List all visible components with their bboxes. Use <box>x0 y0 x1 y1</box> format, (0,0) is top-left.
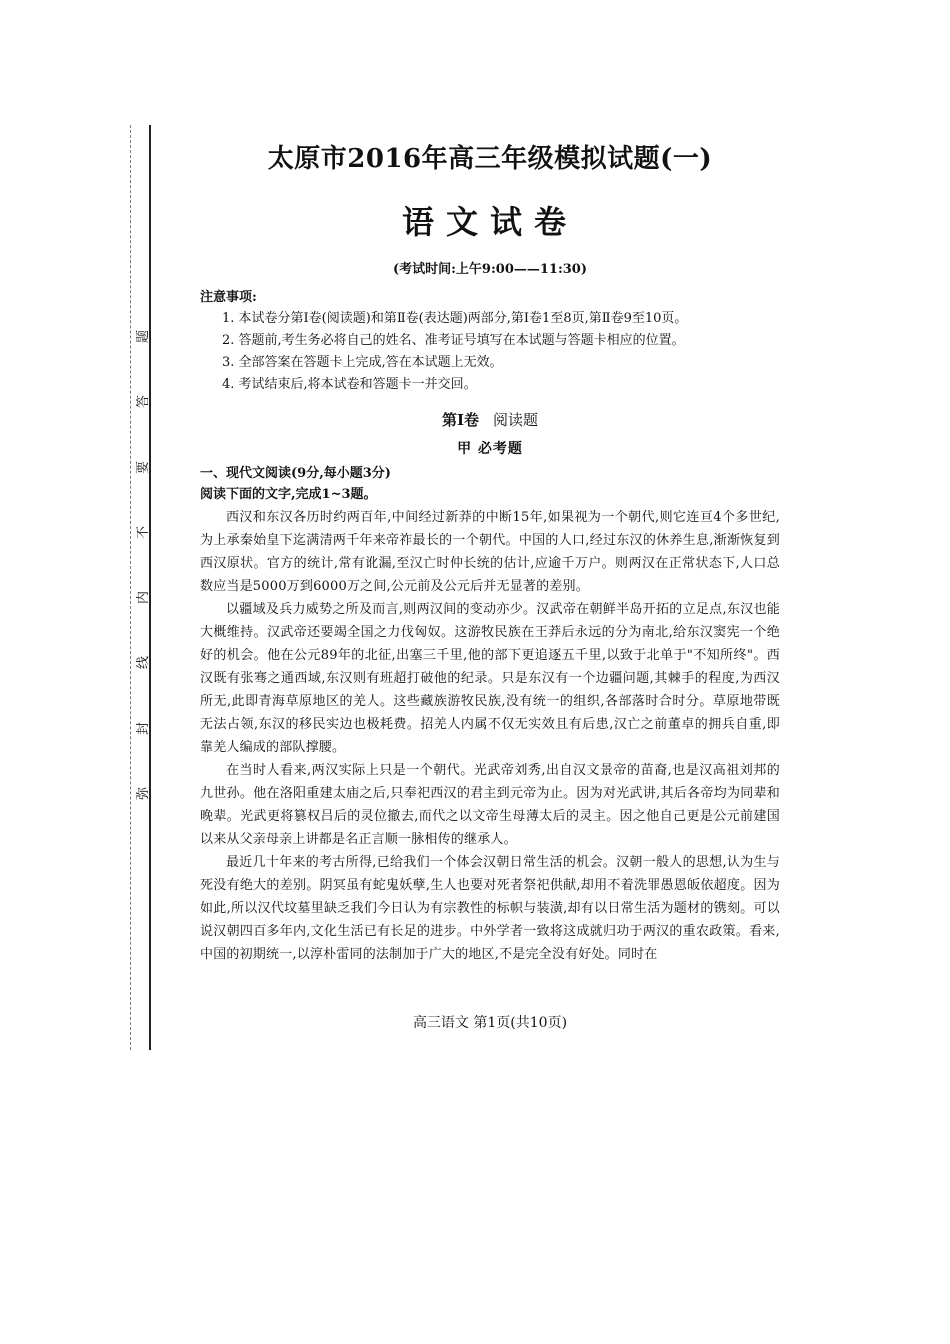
seal-char: 答 <box>136 395 152 409</box>
seal-char: 题 <box>136 329 152 344</box>
seal-char: 弥 <box>136 786 152 800</box>
volume-name: 阅读题 <box>493 411 539 429</box>
seal-line-warning <box>134 330 154 800</box>
seal-char: 不 <box>136 525 152 539</box>
seal-char: 内 <box>136 591 152 605</box>
exam-page-content <box>200 140 780 966</box>
volume-label: 第Ⅰ卷 <box>441 411 479 429</box>
passage-paragraph: 西汉和东汉各历时约两百年,中间经过新莽的中断15年,如果视为一个朝代,则它连亘4个多世纪,为上承秦始皇下迄满清两千年来帝祚最长的一个朝代。中国的人口,经过东汉的休养生息,渐渐恢复到西汉原状。官方的统计,常有讹漏,至汉亡时仲长统的估计,应逾千万户。则两汉在正常状态下,人口总数应当是5000万到6000万之间,公元前及公元后并无显著的差别。 <box>200 510 780 594</box>
exam-title: 太原市2016年高三年级模拟试题(一) <box>267 144 713 174</box>
seal-char: 线 <box>136 656 152 670</box>
passage-paragraph: 最近几十年来的考古所得,已给我们一个体会汉朝日常生活的机会。汉朝一般人的思想,认为生与死没有绝大的差别。阴冥虽有蛇鬼妖孽,生人也要对死者祭祀供献,却用不着洗罪愚恩皈依超度。因为如此,所以汉代坟墓里缺乏我们今日认为有宗教性的标帜与装潢,却有以日常生活为题材的镌刻。可以说汉朝四百多年内,文化生活已有长足的进步。中外学者一致将这成就归功于两汉的重农政策。看来,中国的初期统一,以淳朴雷同的法制加于广大的地区,不是完全没有好处。同时在 <box>200 855 780 962</box>
notice-item: 4. 考试结束后,将本试卷和答题卡一并交回。 <box>222 377 477 392</box>
page-footer: 高三语文 第1页(共10页) <box>412 1015 568 1031</box>
notice-item: 1. 本试卷分第Ⅰ卷(阅读题)和第Ⅱ卷(表达题)两部分,第Ⅰ卷1至8页,第Ⅱ卷9至10页。 <box>222 311 688 326</box>
seal-char: 要 <box>136 460 152 474</box>
binding-dashed-line <box>130 125 131 1050</box>
notice-list <box>200 308 780 396</box>
notice-item: 2. 答题前,考生务必将自己的姓名、准考证号填写在本试题与答题卡相应的位置。 <box>222 333 685 348</box>
seal-char: 封 <box>136 721 152 735</box>
exam-time: (考试时间:上午9:00——11:30) <box>392 262 588 277</box>
question-instruction: 阅读下面的文字,完成1~3题。 <box>200 487 377 502</box>
question-heading: 一、现代文阅读(9分,每小题3分) <box>200 466 391 481</box>
passage-paragraph: 以疆域及兵力威势之所及而言,则两汉间的变动亦少。汉武帝在朝鲜半岛开拓的立足点,东汉也能大概维持。汉武帝还要竭全国之力伐匈奴。这游牧民族在王莽后永远的分为南北,给东汉窦宪一个绝好的机会。他在公元89年的北征,出塞三千里,他的部下更追逐五千里,以致于北单于"不知所终"。西汉既有张骞之通西域,东汉则有班超打破他的纪录。只是东汉有一个边疆问题,其棘手的程度,为西汉所无,此即青海草原地区的羌人。这些藏族游牧民族,没有统一的组织,各部落时合时分。草原地带既无法占领,东汉的移民实边也极耗费。招羌人内属不仅无实效且有后患,汉亡之前董卓的拥兵自重,即靠羌人编成的部队撑腰。 <box>200 602 780 755</box>
notice-heading: 注意事项: <box>200 290 257 305</box>
subject-title: 语文试卷 <box>401 203 578 241</box>
passage-paragraph: 在当时人看来,两汉实际上只是一个朝代。光武帝刘秀,出自汉文景帝的苗裔,也是汉高祖刘邦的九世孙。他在洛阳重建太庙之后,只奉祀西汉的君主到元帝为止。因为对光武讲,其后各帝均为同辈和晚辈。光武更将篡权吕后的灵位撤去,而代之以文帝生母薄太后的灵主。因之他自己更是公元前建国以来从父亲母亲上讲都是名正言顺一脉相传的继承人。 <box>200 763 780 847</box>
volume-heading <box>200 408 780 432</box>
section-heading: 甲 必考题 <box>457 441 523 457</box>
notice-item: 3. 全部答案在答题卡上完成,答在本试题上无效。 <box>222 355 503 370</box>
